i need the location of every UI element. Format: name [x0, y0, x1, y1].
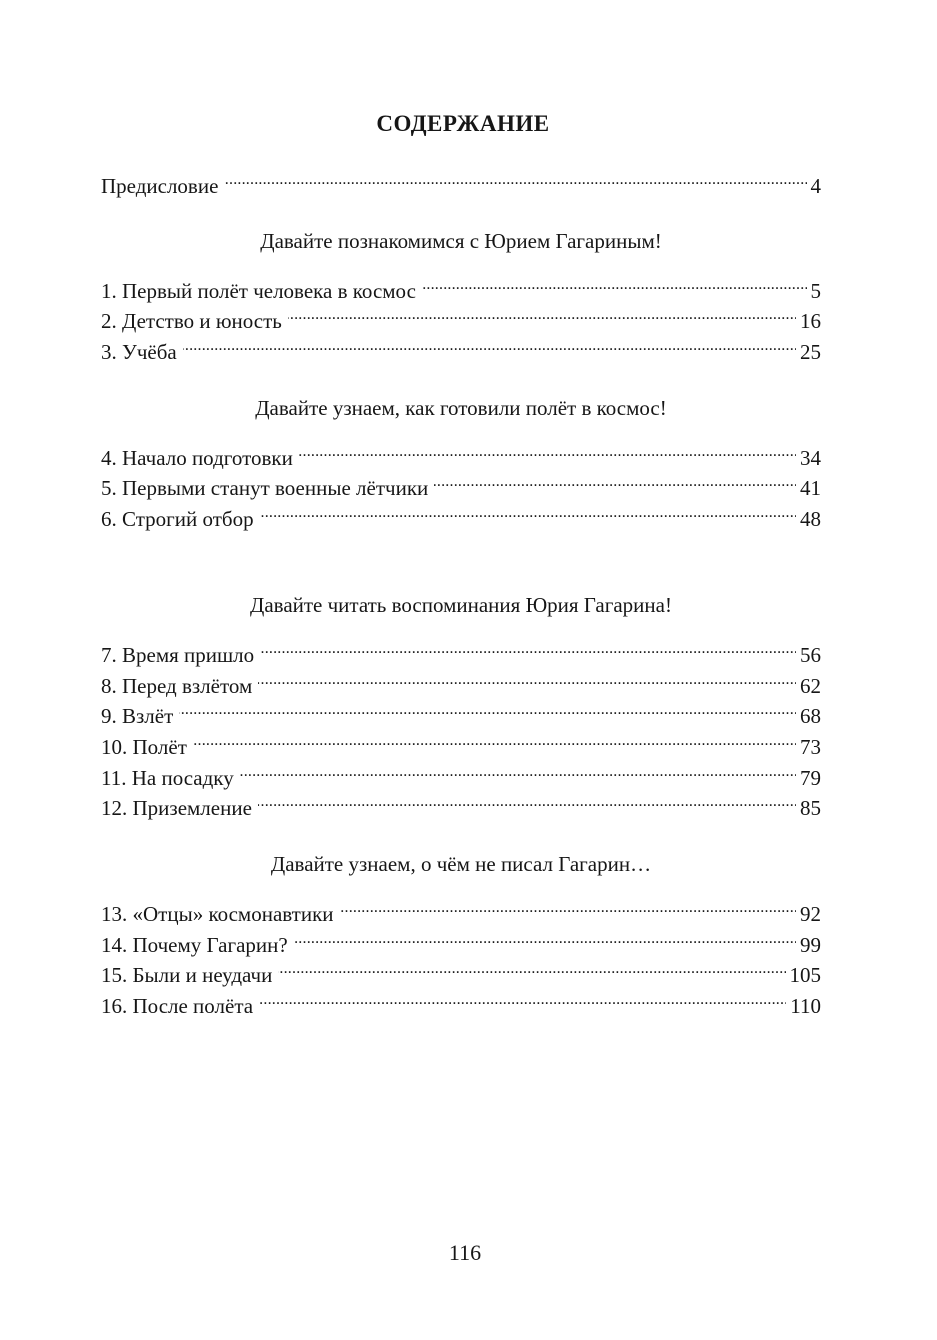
dot-leader	[193, 728, 796, 754]
entry-label: 7. Время пришло	[101, 643, 255, 667]
entry-label: 13. «Отцы» космонавтики	[101, 902, 334, 926]
entry-page: 110	[790, 994, 821, 1018]
entry-label: 14. Почему Гагарин?	[101, 933, 288, 957]
section-heading: Давайте читать воспоминания Юрия Гагарина!	[250, 593, 672, 617]
entry-page: 56	[800, 643, 821, 667]
toc-entry[interactable]	[101, 500, 821, 531]
dot-leader	[422, 272, 807, 298]
page-number: 116	[448, 1240, 482, 1265]
entry-label: 10. Полёт	[101, 735, 187, 759]
dot-leader	[288, 302, 796, 328]
toc-entry[interactable]	[101, 636, 821, 667]
toc-entry[interactable]	[101, 789, 821, 820]
entry-label: 1. Первый полёт человека в космос	[101, 279, 416, 303]
dot-leader	[179, 697, 796, 723]
entry-label: Предисловие	[101, 174, 219, 198]
dot-leader	[258, 667, 796, 693]
page-title: СОДЕРЖАНИЕ	[376, 111, 550, 136]
entry-label: 3. Учёба	[101, 340, 177, 364]
entry-label: 9. Взлёт	[101, 704, 174, 728]
entry-label: 15. Были и неудачи	[101, 963, 273, 987]
section-heading: Давайте познакомимся с Юрием Гагариным!	[260, 229, 662, 253]
toc-entry[interactable]	[101, 728, 821, 759]
toc-entry[interactable]	[101, 439, 821, 470]
toc-entry[interactable]	[101, 333, 821, 364]
entry-page: 99	[800, 933, 821, 957]
dot-leader	[260, 500, 796, 526]
entry-page: 4	[810, 174, 821, 198]
dot-leader	[260, 636, 796, 662]
entry-page: 79	[800, 766, 821, 790]
toc-entry[interactable]	[101, 926, 821, 957]
section-heading: Давайте узнаем, о чём не писал Гагарин…	[270, 852, 652, 876]
entry-page: 34	[800, 446, 821, 470]
dot-leader	[340, 895, 796, 921]
toc-entry[interactable]	[101, 272, 821, 303]
dot-leader	[258, 789, 796, 815]
entry-label: 11. На посадку	[101, 766, 234, 790]
dot-leader	[278, 956, 785, 982]
entry-page: 68	[800, 704, 821, 728]
entry-page: 92	[800, 902, 821, 926]
entry-page: 41	[800, 476, 821, 500]
entry-label: 8. Перед взлётом	[101, 674, 253, 698]
toc-entry-preface[interactable]	[101, 167, 821, 198]
toc-entry[interactable]	[101, 469, 821, 500]
toc-entry[interactable]	[101, 987, 821, 1018]
toc-entry[interactable]	[101, 759, 821, 790]
dot-leader	[294, 926, 796, 952]
dot-leader	[183, 333, 796, 359]
toc-entry[interactable]	[101, 956, 821, 987]
dot-leader	[259, 987, 786, 1013]
entry-page: 73	[800, 735, 821, 759]
entry-page: 62	[800, 674, 821, 698]
dot-leader	[299, 439, 796, 465]
entry-label: 6. Строгий отбор	[101, 507, 254, 531]
toc-entry[interactable]	[101, 697, 821, 728]
toc-entry[interactable]	[101, 667, 821, 698]
entry-page: 25	[800, 340, 821, 364]
entry-label: 16. После полёта	[101, 994, 254, 1018]
entry-page: 48	[800, 507, 821, 531]
entry-label: 2. Детство и юность	[101, 309, 282, 333]
entry-label: 12. Приземление	[101, 796, 252, 820]
entry-label: 4. Начало подготовки	[101, 446, 293, 470]
entry-page: 5	[810, 279, 821, 303]
dot-leader	[224, 167, 806, 193]
entry-page: 16	[800, 309, 821, 333]
toc-entry[interactable]	[101, 895, 821, 926]
section-heading: Давайте узнаем, как готовили полёт в космос!	[255, 396, 667, 420]
entry-page: 85	[800, 796, 821, 820]
entry-page: 105	[789, 963, 821, 987]
dot-leader	[434, 469, 796, 495]
dot-leader	[240, 759, 796, 785]
entry-label: 5. Первыми станут военные лётчики	[101, 476, 429, 500]
toc-entry[interactable]	[101, 302, 821, 333]
